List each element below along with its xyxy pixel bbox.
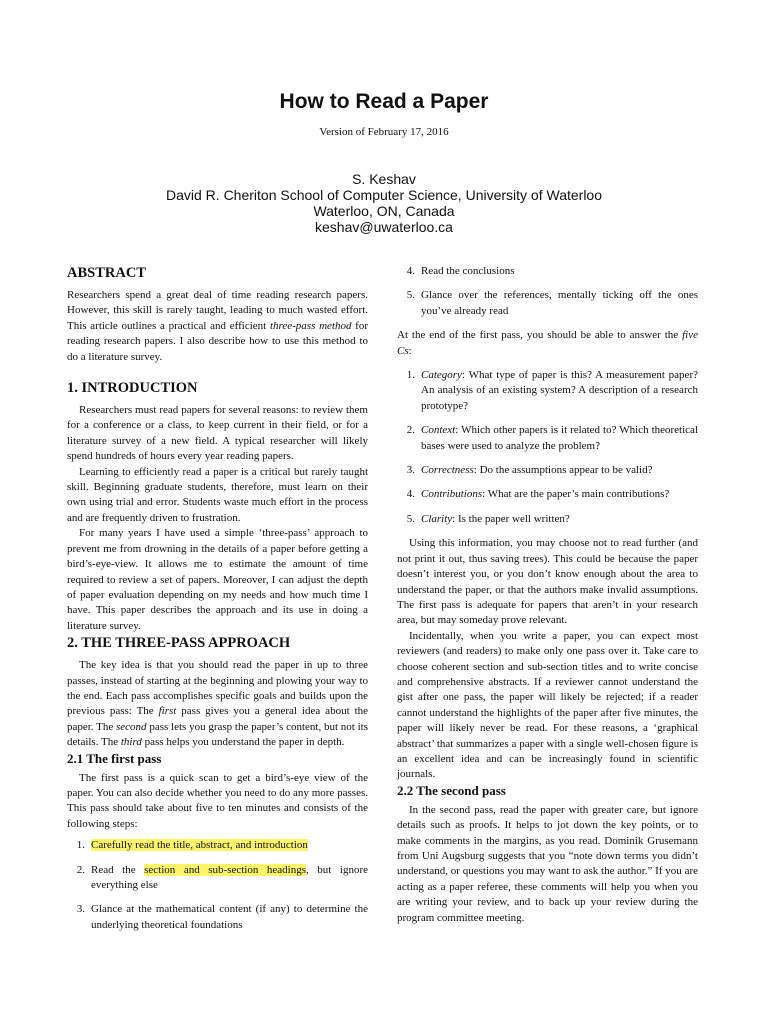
abstract-heading: ABSTRACT (67, 265, 146, 281)
list-number: 2. (76, 863, 85, 876)
text-part: At the end of the first pass, you should be able to answer the (397, 329, 683, 342)
first-pass-heading: 2.1 The first pass (67, 750, 162, 766)
paper-title: How to Read a Paper (279, 90, 489, 113)
left-column (67, 264, 368, 942)
term: Category (421, 369, 462, 382)
list-number: 3. (406, 464, 415, 477)
text-part: : What are the paper’s main contributions? (482, 488, 670, 501)
text-part: pass lets you grasp the paper’s content, but not its details. The (67, 720, 368, 749)
text-part: pass helps you understand the paper in depth. (141, 736, 345, 749)
abstract-text (67, 288, 368, 365)
list-text (421, 423, 698, 454)
first-pass-steps-list (67, 838, 368, 933)
text-part: : Do the assumptions appear to be valid? (473, 464, 653, 477)
list-text: Read the conclusions (421, 265, 515, 277)
emphasis-second: second (116, 720, 147, 733)
author-block (0, 171, 768, 235)
term: Correctness (421, 464, 474, 477)
list-number: 3. (76, 903, 85, 916)
text-part: : Which other papers is it related to? Which theoretical bases were used to analyze the problem? (421, 424, 698, 452)
list-text: Glance at the mathematical content (if any) to determine the underlying theoretical foundations (91, 903, 368, 931)
text-part: : What type of paper is this? A measurement paper? An analysis of an existing system? A description of a research prototype? (421, 369, 698, 412)
author-location: Waterloo, ON, Canada (313, 203, 455, 219)
author-email: keshav@uwaterloo.ca (315, 219, 453, 235)
list-item (67, 863, 368, 894)
list-text (91, 838, 368, 853)
right-column (397, 264, 698, 926)
list-number: 5. (406, 289, 415, 302)
first-pass-paragraph: Using this information, you may choose not to read further (and not print it out, thus saving trees). This could be because the paper doesn’t interest you, or you don’t know enough about the area to understand the paper, or that the authors make invalid assumptions. The first pass is adequate for papers that aren’t in your research area, but may someday prove relevant. (397, 537, 698, 627)
second-pass-paragraph: In the second pass, read the paper with greater care, but ignore details such as proofs. It helps to jot down the key points, or to make comments in the margins, as you read. Dominik Grusemann from Uni Augsburg suggests that you “note down terms you didn’t understand, or questions you may want to ask the author.” If you are acting as a paper referee, these comments will help you when you are writing your review, and to back up your review during the program committee meeting. (397, 803, 698, 924)
first-pass-paragraph: Incidentally, when you write a paper, you can expect most reviewers (and readers) to make only one pass over it. Take care to choose coherent section and sub-section titles and to write concise and comprehensive abstracts. If a reviewer cannot understand the gist after one pass, the paper will likely be rejected; if a reader cannot understand the highlights of the paper after five minutes, the paper will likely never be read. For these reasons, a ‘graphical abstract’ that summarizes a paper with a single well-chosen figure is an excellent idea and can be increasingly found in scientific journals. (397, 629, 698, 781)
list-text (421, 463, 698, 478)
three-pass-heading: 2. THE THREE-PASS APPROACH (67, 635, 291, 652)
abstract-text-part: for reading research papers. I also describe how to use this method to do a literature survey. (67, 319, 368, 363)
list-item (67, 838, 368, 853)
abstract-text-part: Researchers spend a great deal of time reading research papers. However, this skill is rarely taught, leading to much wasted effort. This article outlines a practical and efficient (67, 289, 368, 332)
text-part: : (408, 344, 412, 357)
text-part: Read the (91, 863, 145, 876)
intro-paragraph: Researchers must read papers for several reasons: to review them for a conference or a class, to keep current in their field, or for a literature survey of a new field. A typical researcher will likely spend hundreds of hours every year reading papers. (67, 404, 368, 463)
text-part: , but ignore everything else (91, 863, 368, 891)
list-item (397, 368, 698, 414)
term: Clarity (421, 512, 453, 525)
author-affiliation: David R. Cheriton School of Computer Science, University of Waterloo (166, 187, 602, 203)
intro-paragraph: Learning to efficiently read a paper is a critical but rarely taught skill. Beginning graduate students, therefore, must learn on their own using trial and error. Students waste much effort in the process and are frequently driven to frustration. (67, 465, 368, 524)
list-text (421, 368, 698, 414)
list-item (67, 902, 368, 933)
list-item (397, 487, 698, 502)
five-cs-intro (397, 328, 698, 359)
first-pass-paragraph: The first pass is a quick scan to get a bird’s-eye view of the paper. You can also decide whether you need to do any more passes. This pass should take about five to ten minutes and consists of the following steps: (67, 771, 368, 830)
list-number: 4. (406, 265, 415, 277)
text-part: The key idea is that you should read the paper in up to three passes, instead of starting at the beginning and plowing your way to the end. Each pass accomplishes specific goals and builds upon the previous pass: The (67, 659, 368, 718)
list-text (421, 487, 698, 502)
highlighted-text: section and sub-section headings (144, 863, 306, 876)
version-line: Version of February 17, 2016 (319, 126, 449, 138)
three-pass-paragraph (67, 658, 368, 750)
intro-heading: 1. INTRODUCTION (67, 380, 198, 397)
list-number: 1. (76, 839, 85, 852)
list-number: 4. (406, 488, 415, 501)
text-part: pass gives you a general idea about the paper. The (67, 705, 369, 733)
term: Context (421, 424, 456, 437)
emphasis-third: third (120, 736, 142, 749)
highlighted-text: Carefully read the title, abstract, and introduction (91, 839, 308, 852)
list-text (91, 863, 368, 894)
emphasis-five-cs: five Cs (397, 329, 698, 357)
list-text: Glance over the references, mentally ticking off the ones you’ve already read (421, 289, 698, 317)
list-item (397, 512, 698, 527)
list-number: 5. (406, 512, 415, 525)
abstract-emphasis: three-pass method (269, 319, 352, 332)
author-name: S. Keshav (352, 171, 416, 187)
list-number: 2. (406, 424, 415, 437)
five-cs-list (397, 368, 698, 527)
text-part: : Is the paper well written? (452, 512, 570, 525)
second-pass-heading: 2.2 The second pass (397, 782, 506, 798)
list-item (397, 423, 698, 454)
intro-paragraph: For many years I have used a simple ‘three-pass’ approach to prevent me from drowning in the details of a paper before getting a bird’s-eye-view. It allows me to estimate the amount of time required to review a set of papers. Moreover, I can adjust the depth of paper evaluation depending on my needs and how much time I have. This paper describes the approach and its use in doing a literature survey. (67, 527, 368, 632)
list-item (397, 264, 698, 279)
list-item (397, 463, 698, 478)
term: Contributions (421, 488, 483, 501)
first-pass-steps-list-cont (397, 264, 698, 319)
emphasis-first: first (158, 705, 177, 718)
list-text (421, 512, 698, 527)
list-item (397, 288, 698, 319)
list-number: 1. (406, 369, 415, 382)
